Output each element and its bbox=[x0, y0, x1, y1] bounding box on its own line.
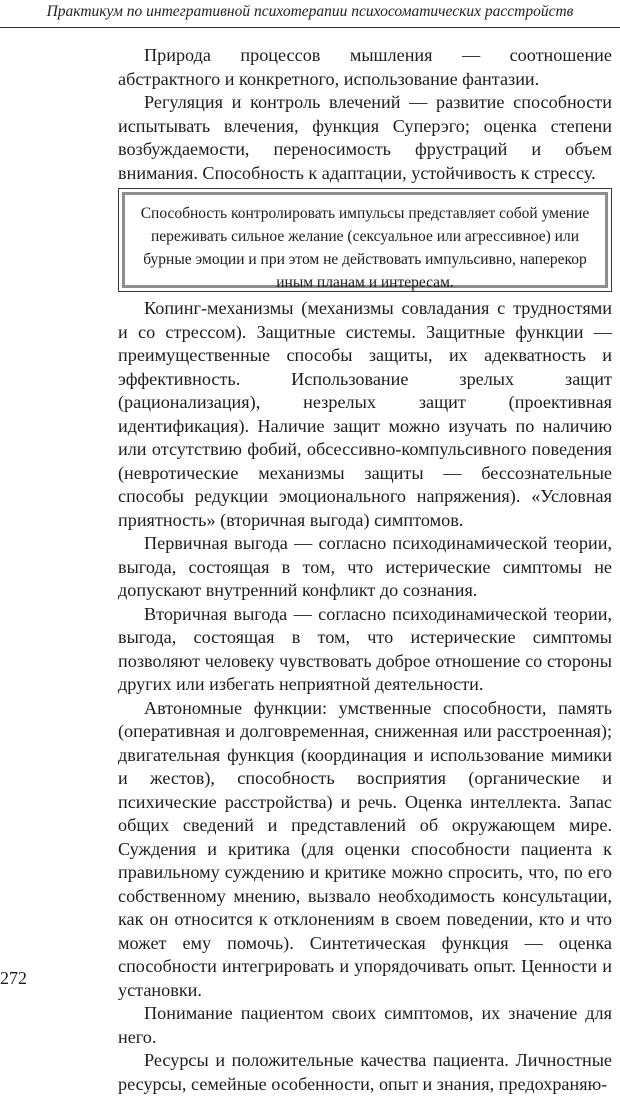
header-rule bbox=[0, 27, 620, 28]
paragraph: Понимание пациентом своих симптомов, их значение для него. bbox=[118, 1003, 612, 1047]
text-block-main bbox=[118, 297, 612, 1096]
paragraph: Вторичная выгода — согласно психодинамической теории, выгода, состоящая в том, что истерические симптомы позволяют человеку чувствовать доброе отношение со стороны других или избегать неприятной деятельности. bbox=[118, 603, 612, 694]
running-header: Практикум по интегративной психотерапии психосоматических расстройств bbox=[46, 3, 574, 20]
paragraph: Первичная выгода — согласно психодинамической теории, выгода, состоящая в том, что истерические симптомы не допускают внутренний конфликт до сознания. bbox=[118, 533, 612, 600]
paragraph: Автономные функции: умственные способности, память (оперативная и долговременная, сниженная или расстроенная); двигательная функция (координация и использование мимики и жестов), способность восприятия (органические и психические расстройства) и речь. Оценка интеллекта. Запас общих сведений и представлений об окружающем мире. Суждения и критика (для оценки способности пациента к правильному суждению и критике можно спросить, что, по его собственному мнению, вызвало необходимость консультации, как он относится к отклонениям в своем поведении, кто и что может ему помочь). Синтетическая функция — оценка способности интегрировать и упорядочивать опыт. Ценности и установки. bbox=[118, 697, 612, 1000]
callout-box bbox=[118, 188, 612, 292]
page-number: 272 bbox=[0, 968, 27, 988]
paragraph: Регуляция и контроль влечений — развитие способности испытывать влечения, функция Суперэго; оценка степени возбуждаемости, переносимость фрустраций и объем внимания. Способность к адаптации, устойчивость к стрессу. bbox=[118, 92, 612, 183]
text-block-top bbox=[118, 44, 612, 185]
paragraph: Ресурсы и положительные качества пациента. Личностные ресурсы, семейные особенности, опыт и знания, предохраняю- bbox=[118, 1050, 612, 1094]
paragraph: Природа процессов мышления — соотношение абстрактного и конкретного, использование фантазии. bbox=[118, 45, 612, 89]
paragraph: Копинг-механизмы (механизмы совладания с трудностями и со стрессом). Защитные системы. Защитные функции — преимущественные способы защиты, их адекватность и эффективность. Использование зрелых защит (рационализация), незрелых защит (проективная идентификация). Наличие защит можно изучать по наличию или отсутствию фобий, обсессивно-компульсивного поведения (невротические механизмы защиты — бессознательные способы редукции эмоционального напряжения). «Условная приятность» (вторичная выгода) симптомов. bbox=[118, 298, 612, 530]
callout-text: Способность контролировать импульсы представляет собой умение переживать сильное желание (сексуальное или агрессивное) или бурные эмоции и при этом не действовать импульсивно, наперекор иным планам и интересам. bbox=[122, 192, 608, 288]
